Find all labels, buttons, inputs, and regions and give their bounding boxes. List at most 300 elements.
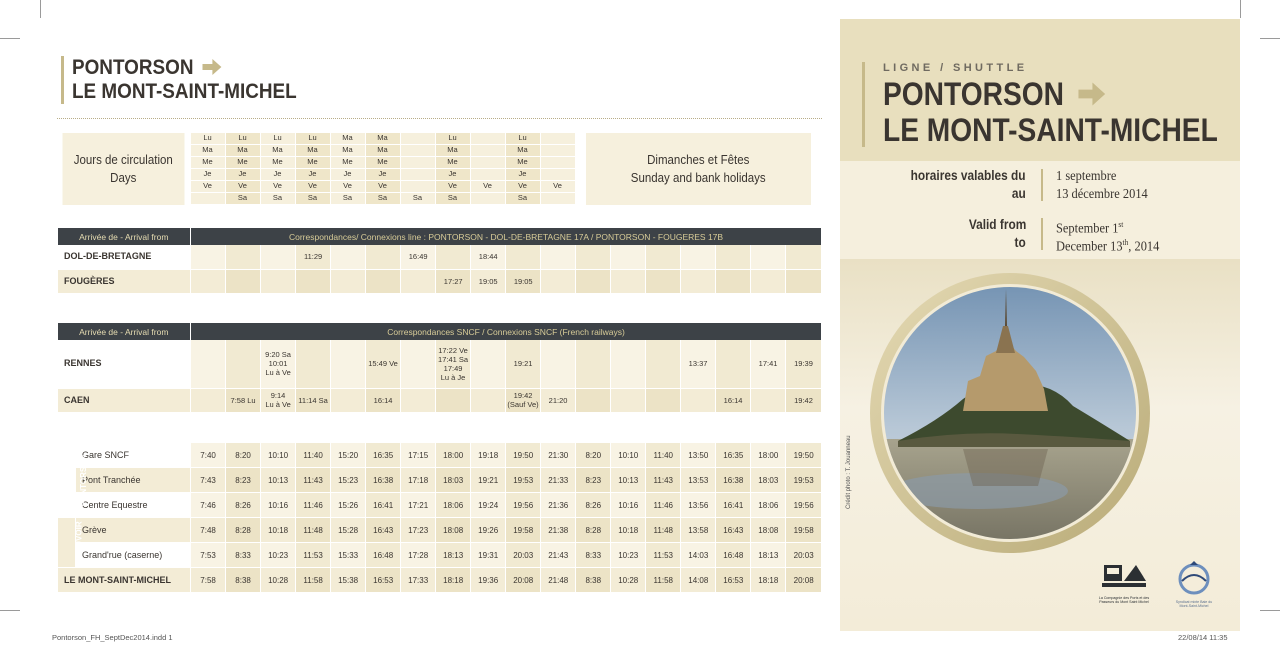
departure-time: 7:43 (191, 468, 226, 493)
stop-row (58, 493, 822, 518)
crop-mark (0, 610, 20, 611)
departure-time: 11:53 (296, 543, 331, 568)
connection-time: 19:05 (471, 269, 506, 293)
connection-time: 19:42 (786, 388, 821, 412)
departure-time: 13:58 (681, 518, 716, 543)
day-abbrev: Ve (191, 181, 225, 193)
departure-time: 8:20 (226, 443, 261, 468)
cover-panel (840, 19, 1240, 631)
day-abbrev: Je (366, 169, 400, 181)
departure-time: 15:23 (331, 468, 366, 493)
departure-time: 15:33 (331, 543, 366, 568)
connection-time (471, 340, 506, 388)
day-abbrev: Lu (191, 133, 225, 145)
connection-time (611, 269, 646, 293)
departure-time: 11:58 (646, 568, 681, 593)
departure-time: 8:38 (226, 568, 261, 593)
connection-time (541, 340, 576, 388)
day-abbrev: Sa (401, 193, 435, 205)
day-abbrev: Ma (436, 145, 470, 157)
departure-time: 18:08 (436, 518, 471, 543)
departure-time: 8:26 (576, 493, 611, 518)
day-abbrev: Sa (261, 193, 295, 205)
departure-time: 13:56 (681, 493, 716, 518)
sncf-connections-table (57, 323, 821, 413)
connection-time (681, 388, 716, 412)
validity-en-date-2-text: December 13 (1056, 238, 1123, 254)
connection-time (331, 269, 366, 293)
crop-mark (40, 0, 41, 18)
departure-time: 10:28 (611, 568, 646, 593)
connection-time (646, 388, 681, 412)
connection-time (611, 340, 646, 388)
boat-logo-icon (1098, 559, 1150, 591)
connection-row (58, 340, 822, 388)
departure-time: 11:48 (296, 518, 331, 543)
departure-time: 15:20 (331, 443, 366, 468)
cover-title-line-1: PONTORSON (883, 76, 1064, 112)
departure-time: 11:48 (646, 518, 681, 543)
connection-time: 21:20 (541, 388, 576, 412)
timetable (57, 443, 821, 593)
stop-row (58, 518, 822, 543)
divider (57, 118, 822, 119)
page-title (61, 56, 322, 104)
day-column (260, 133, 295, 205)
connection-time (506, 245, 541, 269)
connection-time: 19:42 (Sauf Ve) (506, 388, 541, 412)
day-abbrev: Ve (331, 181, 365, 193)
day-column (505, 133, 540, 205)
connection-time (716, 340, 751, 388)
day-abbrev: Ma (261, 145, 295, 157)
departure-time: 8:28 (576, 518, 611, 543)
connection-time (401, 388, 436, 412)
departure-time: 18:03 (436, 468, 471, 493)
stop-name: Centre Equestre (76, 493, 191, 518)
day-abbrev (541, 193, 575, 205)
connection-time (576, 340, 611, 388)
arrow-right-icon (202, 58, 222, 76)
departure-time: 17:18 (401, 468, 436, 493)
day-abbrev (471, 157, 505, 169)
departure-time: 11:46 (646, 493, 681, 518)
departure-time: 20:08 (506, 568, 541, 593)
departure-time: 16:41 (716, 493, 751, 518)
sunday-label (585, 133, 811, 205)
departure-time: 7:46 (191, 493, 226, 518)
departure-time: 16:43 (366, 518, 401, 543)
group-label-text: PONTORSON (79, 454, 89, 506)
connection-time (646, 245, 681, 269)
day-column (540, 133, 575, 205)
departure-time: 19:50 (506, 443, 541, 468)
departure-time: 16:53 (366, 568, 401, 593)
departure-time: 17:15 (401, 443, 436, 468)
day-abbrev: Sa (506, 193, 540, 205)
departure-time: 19:24 (471, 493, 506, 518)
departure-time: 17:21 (401, 493, 436, 518)
departure-time: 18:00 (751, 443, 786, 468)
stop-name: Pont Tranchée (76, 468, 191, 493)
connection-time: 9:20 Sa 10:01 Lu à Ve (261, 340, 296, 388)
day-abbrev: Me (366, 157, 400, 169)
connection-time (331, 388, 366, 412)
day-abbrev: Ve (436, 181, 470, 193)
connection-time (226, 245, 261, 269)
day-abbrev (401, 181, 435, 193)
connection-row (58, 388, 822, 412)
day-column (435, 133, 470, 205)
departure-time: 7:53 (191, 543, 226, 568)
departure-time: 19:26 (471, 518, 506, 543)
departure-time: 18:00 (436, 443, 471, 468)
arrival-label: Arrivée de - Arrival from (58, 228, 191, 245)
day-abbrev: Sa (436, 193, 470, 205)
day-abbrev (401, 133, 435, 145)
day-abbrev: Je (296, 169, 330, 181)
departure-time: 11:58 (296, 568, 331, 593)
departure-time: 13:53 (681, 468, 716, 493)
group-label-text: BEAUVOIR (74, 521, 84, 564)
departure-time: 16:38 (366, 468, 401, 493)
day-abbrev: Lu (436, 133, 470, 145)
connection-time: 17:27 (436, 269, 471, 293)
connection-time (191, 245, 226, 269)
departure-time: 10:18 (611, 518, 646, 543)
connection-time (296, 269, 331, 293)
connection-time (191, 340, 226, 388)
validity-fr-label-1: horaires valables du (911, 168, 1026, 183)
day-abbrev: Ma (331, 145, 365, 157)
stop-row (58, 568, 822, 593)
connection-time: 19:21 (506, 340, 541, 388)
day-column (400, 133, 435, 205)
connection-time (191, 269, 226, 293)
day-abbrev: Me (261, 157, 295, 169)
connection-time: 19:05 (506, 269, 541, 293)
day-abbrev: Je (436, 169, 470, 181)
departure-time: 13:50 (681, 443, 716, 468)
departure-time: 8:26 (226, 493, 261, 518)
day-abbrev: Ma (366, 145, 400, 157)
departure-time: 19:53 (786, 468, 821, 493)
day-abbrev (401, 169, 435, 181)
validity-fr-date-2: 13 décembre 2014 (1056, 186, 1148, 201)
connection-time (296, 340, 331, 388)
days-label-en: Days (110, 171, 137, 185)
connection-time (611, 245, 646, 269)
connection-row (58, 269, 822, 293)
connections-title: Correspondances SNCF / Connexions SNCF (French railways) (191, 323, 821, 340)
departure-time: 19:56 (506, 493, 541, 518)
stop-row (58, 468, 822, 493)
stop-name: Grand'rue (caserne) (76, 543, 191, 568)
day-abbrev: Lu (296, 133, 330, 145)
departure-time: 8:28 (226, 518, 261, 543)
day-abbrev: Ve (471, 181, 505, 193)
departure-time: 15:26 (331, 493, 366, 518)
connection-time (401, 269, 436, 293)
departure-time: 16:35 (716, 443, 751, 468)
validity-separator (1041, 169, 1043, 201)
connection-time (471, 388, 506, 412)
validity-en-date-1-text: September 1 (1056, 220, 1119, 236)
connection-time (681, 245, 716, 269)
stop-row (58, 543, 822, 568)
departure-time: 17:23 (401, 518, 436, 543)
connection-time: 17:41 (751, 340, 786, 388)
day-abbrev (471, 193, 505, 205)
connection-time (541, 269, 576, 293)
connection-time (366, 269, 401, 293)
day-abbrev: Sa (226, 193, 260, 205)
day-abbrev: Je (261, 169, 295, 181)
stop-name: LE MONT-SAINT-MICHEL (58, 568, 191, 593)
connection-time (646, 269, 681, 293)
departure-time: 10:16 (611, 493, 646, 518)
day-column (190, 133, 225, 205)
departure-time: 10:10 (611, 443, 646, 468)
departure-time: 21:48 (541, 568, 576, 593)
departure-time: 8:20 (576, 443, 611, 468)
connection-time (681, 269, 716, 293)
departure-time: 21:33 (541, 468, 576, 493)
connection-time (576, 388, 611, 412)
connection-time: 16:14 (366, 388, 401, 412)
connection-time: 18:44 (471, 245, 506, 269)
validity-en-date-1-sup: st (1118, 220, 1124, 229)
day-abbrev (471, 169, 505, 181)
departure-time: 14:03 (681, 543, 716, 568)
arrow-right-icon (1077, 81, 1107, 107)
connection-time (366, 245, 401, 269)
departure-time: 19:56 (786, 493, 821, 518)
connection-time: 13:37 (681, 340, 716, 388)
connection-time (436, 245, 471, 269)
day-abbrev: Ve (296, 181, 330, 193)
connection-time (191, 388, 226, 412)
departure-time: 19:50 (786, 443, 821, 468)
departure-time: 16:53 (716, 568, 751, 593)
crop-mark (1260, 610, 1280, 611)
connection-time: 9:14 Lu à Ve (261, 388, 296, 412)
departure-time: 19:58 (786, 518, 821, 543)
validity-en-date-2-sup: th (1122, 238, 1129, 247)
day-abbrev (471, 145, 505, 157)
validity-en-label-2: to (1014, 235, 1026, 250)
day-column (365, 133, 400, 205)
day-abbrev: Ma (226, 145, 260, 157)
day-abbrev: Ma (331, 133, 365, 145)
departure-time: 19:58 (506, 518, 541, 543)
departure-time: 18:13 (436, 543, 471, 568)
day-abbrev: Lu (261, 133, 295, 145)
day-abbrev: Sa (331, 193, 365, 205)
connection-time (751, 269, 786, 293)
stop-name: Gare SNCF (76, 443, 191, 468)
connection-time: 15:49 Ve (366, 340, 401, 388)
group-label-pontorson (58, 443, 89, 518)
departure-time: 18:06 (751, 493, 786, 518)
departure-time: 8:33 (226, 543, 261, 568)
departure-time: 20:03 (786, 543, 821, 568)
day-abbrev: Ma (366, 133, 400, 145)
departure-time: 17:28 (401, 543, 436, 568)
connection-time (436, 388, 471, 412)
connection-row (58, 245, 822, 269)
arrival-label: Arrivée de - Arrival from (58, 323, 191, 340)
connection-time: 17:22 Ve 17:41 Sa 17:49 Lu à Je (436, 340, 471, 388)
day-abbrev: Je (331, 169, 365, 181)
day-column (470, 133, 505, 205)
day-abbrev (541, 133, 575, 145)
crop-mark (1260, 38, 1280, 39)
day-abbrev: Me (506, 157, 540, 169)
departure-time: 11:43 (646, 468, 681, 493)
departure-time: 16:41 (366, 493, 401, 518)
connection-time (751, 245, 786, 269)
day-abbrev: Sa (296, 193, 330, 205)
line-label: LIGNE / SHUTTLE (883, 62, 1028, 74)
connection-time (226, 269, 261, 293)
day-abbrev: Me (191, 157, 225, 169)
departure-time: 18:03 (751, 468, 786, 493)
departure-time: 18:18 (436, 568, 471, 593)
day-abbrev: Me (226, 157, 260, 169)
logo-compagnie-text: La Compagnie des Ports et des Passeurs du Mont Saint Michel (1098, 596, 1150, 605)
departure-time: 20:03 (506, 543, 541, 568)
departure-time: 10:23 (611, 543, 646, 568)
departure-time: 11:43 (296, 468, 331, 493)
day-abbrev: Je (191, 169, 225, 181)
day-abbrev (191, 193, 225, 205)
day-abbrev: Me (296, 157, 330, 169)
validity-separator (1041, 218, 1043, 250)
departure-time: 7:40 (191, 443, 226, 468)
connection-time (576, 269, 611, 293)
validity-en (840, 216, 1240, 256)
departure-time: 18:06 (436, 493, 471, 518)
validity-fr-date-1: 1 septembre (1056, 168, 1117, 183)
stop-name: Grève (76, 518, 191, 543)
departure-time: 16:43 (716, 518, 751, 543)
validity-en-label-1: Valid from (968, 217, 1026, 232)
connection-time (576, 245, 611, 269)
departure-time: 15:28 (331, 518, 366, 543)
days-table (57, 133, 821, 205)
bay-logo-icon (1172, 559, 1216, 595)
departure-time: 18:13 (751, 543, 786, 568)
day-abbrev: Ve (506, 181, 540, 193)
departure-time: 17:33 (401, 568, 436, 593)
connection-time: 11:29 (296, 245, 331, 269)
departure-time: 15:38 (331, 568, 366, 593)
connection-time (401, 340, 436, 388)
day-abbrev (401, 157, 435, 169)
day-abbrev: Me (436, 157, 470, 169)
day-abbrev (541, 157, 575, 169)
day-abbrev: Ve (541, 181, 575, 193)
departure-time: 16:48 (366, 543, 401, 568)
departure-time: 20:08 (786, 568, 821, 593)
departure-time: 14:08 (681, 568, 716, 593)
departure-time: 10:10 (261, 443, 296, 468)
connection-time (261, 245, 296, 269)
connection-time: 11:14 Sa (296, 388, 331, 412)
day-abbrev: Sa (366, 193, 400, 205)
day-abbrev: Lu (226, 133, 260, 145)
day-abbrev: Lu (506, 133, 540, 145)
departure-time: 11:53 (646, 543, 681, 568)
day-abbrev: Je (226, 169, 260, 181)
group-label-beauvoir (58, 518, 84, 568)
title-line-1: PONTORSON (72, 56, 194, 79)
departure-time: 7:58 (191, 568, 226, 593)
day-abbrev: Me (331, 157, 365, 169)
departure-time: 8:38 (576, 568, 611, 593)
departure-time: 8:23 (226, 468, 261, 493)
logo-compagnie (1098, 559, 1150, 617)
connection-time (541, 245, 576, 269)
departure-time: 21:43 (541, 543, 576, 568)
departure-time: 19:18 (471, 443, 506, 468)
connection-time (611, 388, 646, 412)
departure-time: 11:46 (296, 493, 331, 518)
departure-time: 21:30 (541, 443, 576, 468)
departure-time: 16:48 (716, 543, 751, 568)
validity-en-date-2 (1056, 234, 1159, 255)
logo-syndicat-text: Syndicat mixte Baie du Mont-Saint-Michel (1175, 600, 1213, 609)
day-column (330, 133, 365, 205)
departure-time: 16:38 (716, 468, 751, 493)
crop-mark (1240, 0, 1241, 18)
departure-time: 7:48 (191, 518, 226, 543)
origin-name: RENNES (58, 340, 191, 388)
day-abbrev (471, 133, 505, 145)
connection-time (716, 269, 751, 293)
departure-time: 21:36 (541, 493, 576, 518)
day-abbrev (401, 145, 435, 157)
departure-time: 8:33 (576, 543, 611, 568)
stop-row (58, 443, 822, 468)
departure-time: 21:38 (541, 518, 576, 543)
departure-time: 10:16 (261, 493, 296, 518)
title-line-2: LE MONT-SAINT-MICHEL (72, 80, 297, 103)
day-abbrev (541, 145, 575, 157)
days-label-fr: Jours de circulation (73, 153, 173, 167)
connection-time (261, 269, 296, 293)
departure-time: 10:28 (261, 568, 296, 593)
departure-time: 10:18 (261, 518, 296, 543)
days-label (62, 133, 184, 205)
connection-time (786, 269, 821, 293)
departure-time: 19:31 (471, 543, 506, 568)
day-abbrev: Ma (506, 145, 540, 157)
day-abbrev (541, 169, 575, 181)
departure-time: 8:23 (576, 468, 611, 493)
day-abbrev: Ma (191, 145, 225, 157)
connection-time (331, 245, 366, 269)
connection-time (751, 388, 786, 412)
file-slug: Pontorson_FH_SeptDec2014.indd 1 (52, 633, 173, 642)
departure-time: 18:18 (751, 568, 786, 593)
sunday-label-en: Sunday and bank holidays (630, 171, 766, 185)
connection-time (786, 245, 821, 269)
departure-time: 10:13 (261, 468, 296, 493)
day-abbrev: Ve (226, 181, 260, 193)
day-abbrev: Ma (296, 145, 330, 157)
